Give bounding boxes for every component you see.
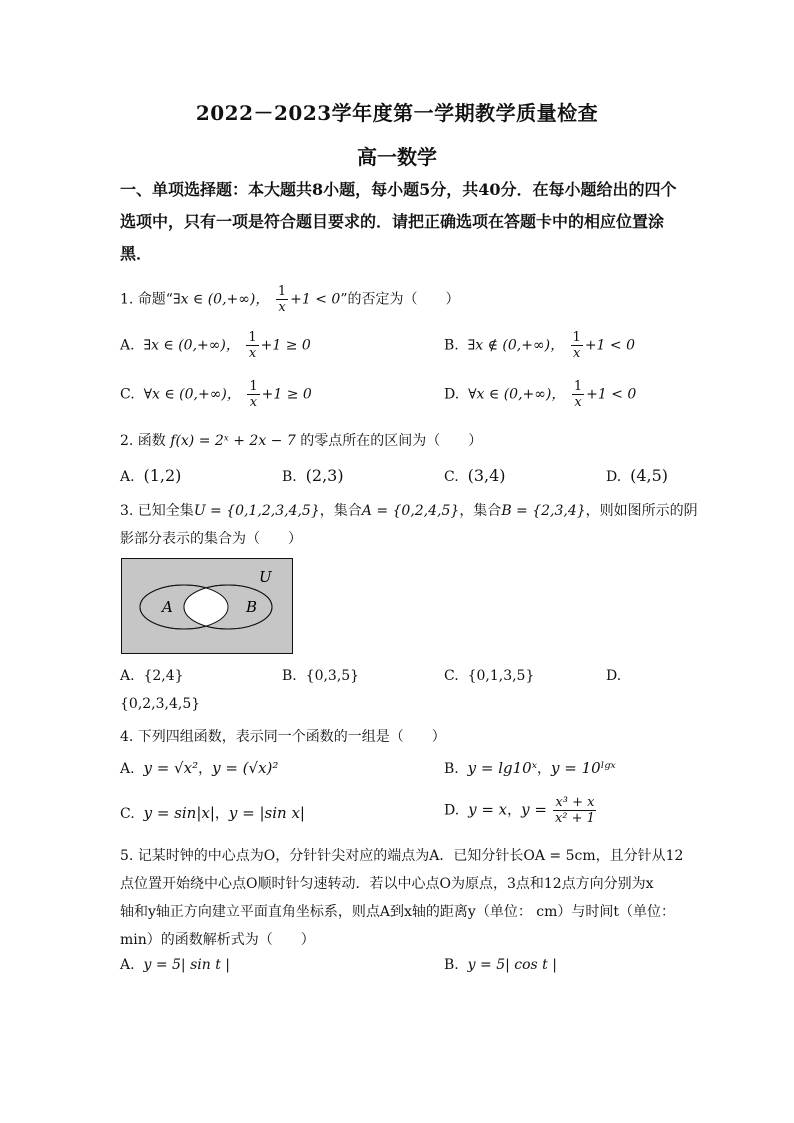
q1-option-a: A. ∃x ∈ (0,+∞)， $\frac{1}{x}$ +1 ≥ 0	[120, 330, 311, 361]
q3-option-a: A. {2,4}	[120, 668, 184, 684]
q5-stem-line1: 5. 记某时钟的中心点为O，分针针尖对应的端点为A．已知分针长OA = 5cm，且分针从12	[120, 848, 684, 864]
exam-title: 2022－2023学年度第一学期教学质量检查	[195, 101, 599, 125]
venn-label-a: A	[162, 598, 173, 616]
q2-option-a: A. (1,2)	[120, 466, 182, 485]
q1-option-b: B. ∃x ∉ (0,+∞)， $\frac{1}{x}$ +1 < 0	[444, 330, 636, 361]
q4-stem: 4. 下列四组函数，表示同一个函数的一组是（ ）	[120, 729, 446, 745]
q2-option-c: C. (3,4)	[444, 466, 506, 485]
q5-stem-line4: min）的函数解析式为（ ）	[120, 932, 315, 948]
q1-stem: 1. 命题“∃x ∈ (0,+∞)， $\frac{1}{x}$ +1 < 0”的否定为（ ）	[120, 284, 460, 315]
q3-option-c: C. {0,1,3,5}	[444, 668, 535, 684]
q3-stem-line1: 3. 已知全集U = {0,1,2,3,4,5}，集合A = {0,2,4,5}，集合B = {2,3,4}，则如图所示的阴	[120, 503, 698, 519]
q5-stem-line3: 轴和y轴正方向建立平面直角坐标系，则点A到x轴的距离y（单位： cm）与时间t（单位：	[120, 904, 676, 920]
venn-label-b: B	[246, 598, 258, 616]
q3-option-d-value: {0,2,3,4,5}	[120, 696, 201, 712]
q5-stem-line2: 点位置开始绕中心点O顺时针匀速转动．若以中心点O为原点，3点和12点方向分别为x	[120, 876, 654, 892]
venn-diagram	[121, 558, 293, 654]
q2-option-d: D. (4,5)	[606, 466, 669, 485]
exam-subject: 高一数学	[357, 145, 437, 169]
q4-option-c: C. y = sin|x|，y = |sin x|	[120, 804, 305, 822]
section-heading: 一、单项选择题：本大题共8小题，每小题5分，共40分．在每小题给出的四个选项中，只有一项是符合题目要求的．请把正确选项在答题卡中的相应位置涂黑．	[120, 180, 677, 263]
q1-fraction: $\frac{1}{x}$	[277, 284, 287, 315]
q5-option-a: A. y = 5| sin t |	[120, 957, 231, 973]
q5-option-b: B. y = 5| cos t |	[444, 957, 557, 973]
q1-option-d: D. ∀x ∈ (0,+∞)， $\frac{1}{x}$ +1 < 0	[444, 379, 637, 410]
q3-option-d-label: D.	[606, 668, 622, 684]
q4-option-a: A. y = √x²，y = (√x)²	[120, 759, 279, 777]
q4-option-d: D. y = x，y = $\frac{\text{x³ + x}}{\text{x² + 1}}$	[444, 795, 595, 826]
q1-option-c: C. ∀x ∈ (0,+∞)， $\frac{1}{x}$ +1 ≥ 0	[120, 379, 312, 410]
q4-option-b: B. y = lg10ˣ，y = 10ˡᵍˣ	[444, 759, 616, 777]
q2-stem: 2. 函数 f(x) = 2ˣ + 2x − 7 的零点所在的区间为（ ）	[120, 433, 483, 449]
q3-option-b: B. {0,3,5}	[282, 668, 360, 684]
venn-label-u: U	[259, 568, 272, 586]
q3-stem-line2: 影部分表示的集合为（ ）	[120, 531, 302, 547]
q2-option-b: B. (2,3)	[282, 466, 344, 485]
